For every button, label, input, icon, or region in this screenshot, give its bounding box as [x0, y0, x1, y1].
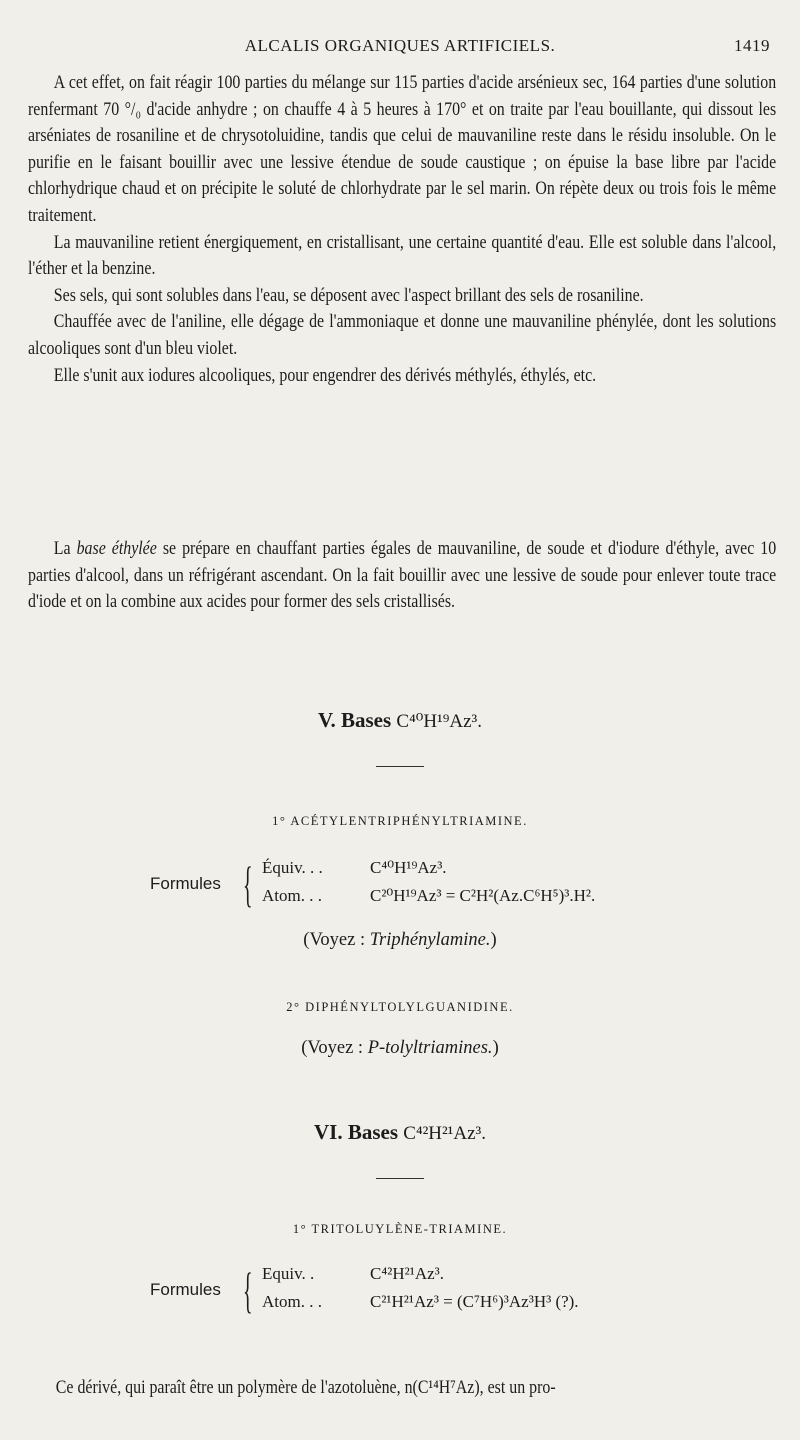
heading-label: VI. Bases: [314, 1120, 399, 1144]
heading-formula: C⁴²H²¹Az³.: [403, 1123, 486, 1144]
italic-term: Triphénylamine.: [369, 930, 491, 950]
running-head-title: ALCALIS ORGANIQUES ARTIFICIELS.: [244, 36, 556, 55]
heading-label: V. Bases: [318, 708, 392, 732]
brace-icon: {: [243, 1262, 253, 1318]
subheading: 2° DIPHÉNYLTOLYLGUANIDINE.: [286, 1000, 514, 1014]
paragraph: Ses sels, qui sont solubles dans l'eau, se déposent avec l'aspect brillant des sels de rosaniline.: [53, 285, 644, 306]
paragraph: La mauvaniline retient énergiquement, en cristallisant, une certaine quantité d'eau. Elle est soluble dans l'alcool, l'éther et la benzine.: [28, 232, 777, 280]
heading-formula: C⁴⁰H¹⁹Az³.: [396, 711, 482, 732]
formula-block: [0, 858, 800, 918]
divider: [376, 766, 424, 767]
paragraph: A cet effet, on fait réagir 100 parties du mélange sur 115 parties d'acide arsénieux sec, 164 parties d'une solution renfermant 70 °/₀ d'acide anhydre ; on chauffe 4 à 5 heures à 170° et on traite par l'eau bouillante, qui dissout les arséniates de rosaniline et de chrysotoluidine, tandis que celui de mauvaniline reste dans le résidu insoluble. On le purifie en le faisant bouillir avec une lessive étendue de soude caustique ; on épuise la base libre par l'acide chlorhydrique chaud et on précipite le soluté de chlorhydrate par le sel marin. On répète deux ou trois fois le même traitement.: [28, 73, 777, 226]
page-number: 1419: [734, 36, 770, 55]
formula-row-value: C²¹H²¹Az³ = (C⁷H⁶)³Az³H³ (?).: [370, 1292, 579, 1311]
formula-row-name: Atom. . .: [262, 1292, 322, 1311]
formula-row: [262, 1292, 579, 1312]
formula-row-name: Équiv. . .: [262, 858, 323, 877]
paragraph: Chauffée avec de l'aniline, elle dégage de l'ammoniaque et donne une mauvaniline phénylée, dont les solutions alcooliques sont d'un bleu violet.: [28, 312, 777, 359]
formula-row: [262, 858, 447, 878]
section-mauvaniline-text: [28, 70, 776, 389]
text-run: ): [492, 1038, 499, 1058]
formula-row: [262, 1264, 444, 1284]
italic-term: P-tolyltriamines.: [367, 1038, 493, 1058]
text-run: La: [53, 539, 77, 559]
italic-term: base éthylée: [76, 539, 157, 559]
text-run: se prépare en chauffant parties égales de mauvaniline, de soude et d'iodure d'éthyle, avec 10 parties d'alcool, dans un réfrigérant ascendant. On la fait bouillir avec une lessive de soude pour enlever toute trace d'iode et on la combine aux acides pour former des sels cristallisés.: [28, 539, 777, 613]
see-also-note: [0, 1038, 800, 1059]
formula-row-value: C⁴⁰H¹⁹Az³.: [370, 858, 447, 877]
paragraph: Elle s'unit aux iodures alcooliques, pour engendrer des dérivés méthylés, éthylés, etc.: [53, 365, 597, 386]
brace-icon: {: [243, 856, 253, 912]
text-run: (Voyez :: [301, 1038, 368, 1058]
formula-row-name: Equiv. .: [262, 1264, 315, 1283]
formula-row-value: C⁴²H²¹Az³.: [370, 1264, 445, 1283]
section-heading-v: [0, 708, 800, 733]
divider: [376, 1178, 424, 1179]
see-also-note: [0, 930, 800, 951]
text-run: (Voyez :: [303, 930, 370, 950]
running-head: [30, 36, 770, 62]
subheading: 1° ACÉTYLENTRIPHÉNYLTRIAMINE.: [272, 814, 528, 828]
formula-label: Formules: [150, 874, 221, 893]
formula-block: [0, 1264, 800, 1324]
section-heading-vi: [0, 1120, 800, 1145]
paragraph: [28, 536, 776, 616]
formula-row-name: Atom. . .: [262, 886, 322, 905]
text-run: ): [490, 930, 497, 950]
formula-label: Formules: [150, 1280, 221, 1299]
formula-row-value: C²⁰H¹⁹Az³ = C²H²(Az.C⁶H⁵)³.H².: [370, 886, 596, 905]
subheading: 1° TRITOLUYLÈNE-TRIAMINE.: [292, 1222, 508, 1236]
section-base-ethylee-text: [28, 536, 776, 616]
paragraph-continuation: Ce dérivé, qui paraît être un polymère de l'azotoluène, n(C¹⁴H⁷Az), est un pro-: [55, 1378, 556, 1398]
formula-row: [262, 886, 595, 906]
